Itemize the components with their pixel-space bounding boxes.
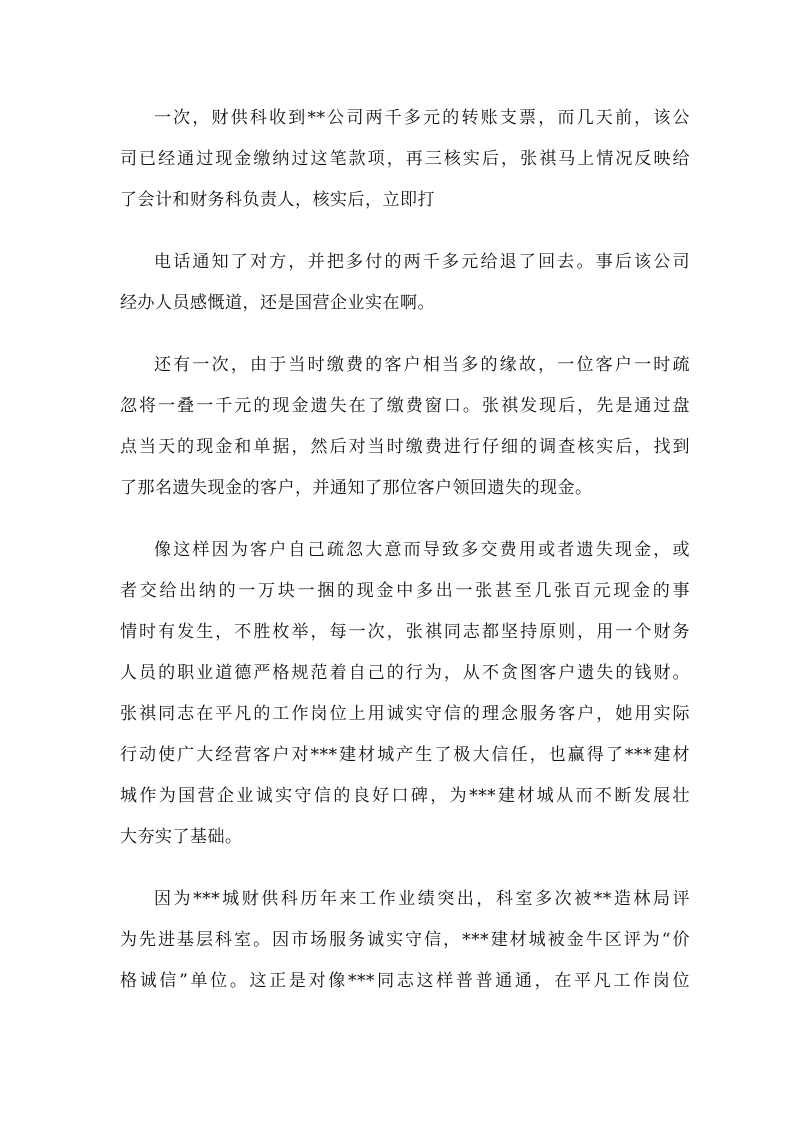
paragraph-line: 情时有发生，不胜枚举，每一次，张祺同志都坚持原则，用一个财务 bbox=[120, 622, 690, 642]
paragraph-line: 城作为国营企业诚实守信的良好口碑，为***建材城从而不断发展壮 bbox=[120, 786, 690, 806]
paragraph-line: 经办人员感慨道，还是国营企业实在啊。 bbox=[120, 293, 435, 313]
paragraph-line: 为先进基层科室。因市场服务诚实守信，***建材城被金牛区评为“价 bbox=[120, 930, 690, 950]
paragraph-line: 行动使广大经营客户对***建材城产生了极大信任，也赢得了***建材 bbox=[120, 745, 690, 765]
paragraph-line: 者交给出纳的一万块一捆的现金中多出一张甚至几张百元现金的事 bbox=[120, 581, 690, 601]
paragraph-line: 一次，财供科收到**公司两千多元的转账支票，而几天前，该公 bbox=[154, 108, 690, 128]
paragraph-line: 人员的职业道德严格规范着自己的行为，从不贪图客户遗失的钱财。 bbox=[120, 663, 690, 683]
paragraph-line: 大夯实了基础。 bbox=[120, 827, 243, 847]
paragraph-line: 了那名遗失现金的客户，并通知了那位客户领回遗失的现金。 bbox=[120, 478, 593, 498]
paragraph-line: 还有一次，由于当时缴费的客户相当多的缘故，一位客户一时疏 bbox=[154, 355, 690, 375]
paragraph-line: 点当天的现金和单据，然后对当时缴费进行仔细的调查核实后，找到 bbox=[120, 437, 690, 457]
paragraph-line: 电话通知了对方，并把多付的两千多元给退了回去。事后该公司 bbox=[154, 252, 690, 272]
paragraph-line: 了会计和财务科负责人，核实后，立即打 bbox=[120, 190, 435, 210]
paragraph-line: 像这样因为客户自己疏忽大意而导致多交费用或者遗失现金，或 bbox=[154, 540, 690, 560]
paragraph-line: 因为***城财供科历年来工作业绩突出，科室多次被**造林局评 bbox=[154, 889, 690, 909]
paragraph-line: 格诚信”单位。这正是对像***同志这样普普通通，在平凡工作岗位 bbox=[120, 971, 690, 991]
paragraph-line: 张祺同志在平凡的工作岗位上用诚实守信的理念服务客户，她用实际 bbox=[120, 704, 690, 724]
paragraph-line: 司已经通过现金缴纳过这笔款项，再三核实后，张祺马上情况反映给 bbox=[120, 149, 690, 169]
paragraph-line: 忽将一叠一千元的现金遗失在了缴费窗口。张祺发现后，先是通过盘 bbox=[120, 396, 690, 416]
